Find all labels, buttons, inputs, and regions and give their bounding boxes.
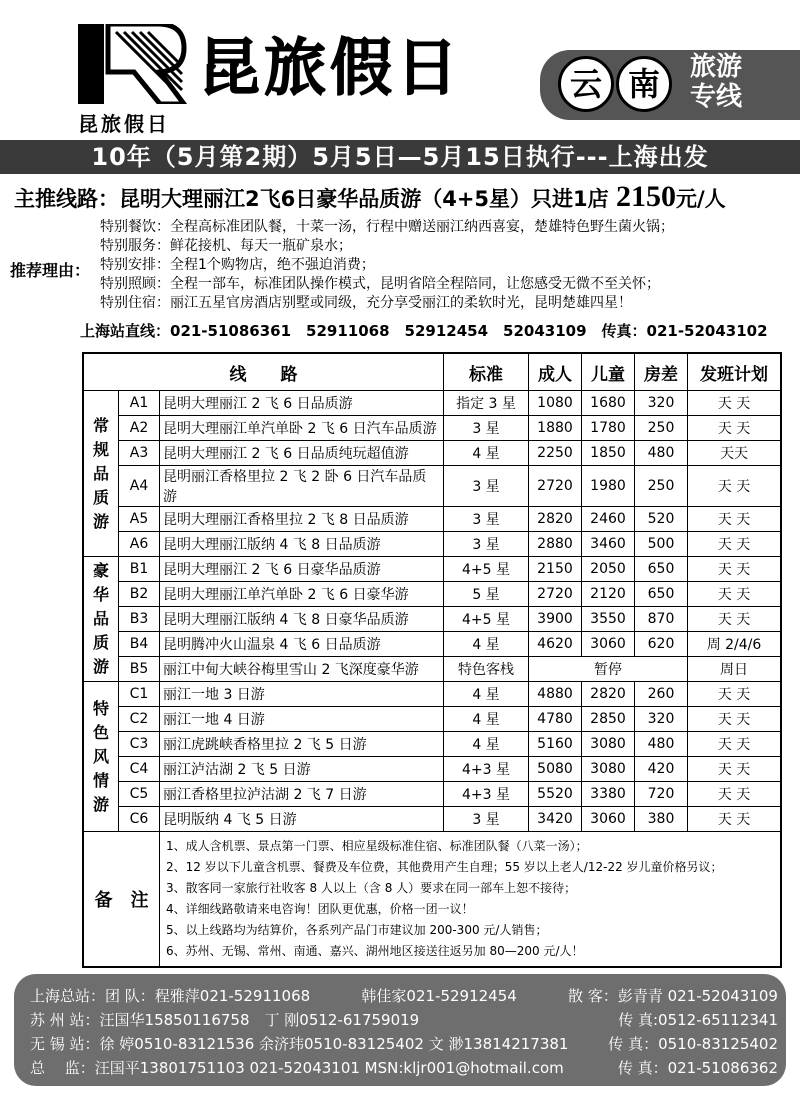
special-item: 特别服务：鲜花接机、每天一瓶矿泉水； bbox=[100, 238, 352, 254]
price-child: 1850 bbox=[582, 441, 635, 466]
price-child: 3080 bbox=[582, 732, 635, 757]
special-item: 特别住宿：丽江五星官房酒店别墅或同级，充分享受丽江的柔软时光，昆明楚雄四星！ bbox=[100, 295, 632, 311]
route-name: 昆明大理丽江版纳 4 飞 8 日品质游 bbox=[160, 532, 444, 557]
price-child: 2120 bbox=[582, 582, 635, 607]
route-code: B1 bbox=[119, 557, 160, 582]
route-code: C4 bbox=[119, 757, 160, 782]
main-route-label: 主推线路： bbox=[14, 187, 119, 211]
price-adult: 2150 bbox=[529, 557, 582, 582]
price-room: 480 bbox=[635, 732, 688, 757]
price-adult: 5080 bbox=[529, 757, 582, 782]
route-standard: 4+3 星 bbox=[444, 782, 529, 807]
route-code: B4 bbox=[119, 632, 160, 657]
price-child: 3080 bbox=[582, 757, 635, 782]
table-header-row bbox=[83, 353, 781, 391]
col-child: 儿童 bbox=[582, 353, 635, 391]
note-item: 5、以上线路均为结算价，各系列产品门市建议加 200-300 元/人销售； bbox=[166, 923, 548, 937]
table-row bbox=[83, 557, 781, 582]
table-row bbox=[83, 441, 781, 466]
logo-caption: 昆旅假日 bbox=[78, 112, 170, 136]
note-item: 6、苏州、无锡、常州、南通、嘉兴、湖州地区接送往返另加 80—200 元/人！ bbox=[166, 944, 584, 958]
route-standard: 3 星 bbox=[444, 807, 529, 832]
route-name: 丽江香格里拉泸沽湖 2 飞 7 日游 bbox=[160, 782, 444, 807]
departure-plan: 天 天 bbox=[688, 757, 782, 782]
footer-row: 总 监：汪国平13801751103 021-52043101 MSN:kljr001@hotmail.com 传 真：021-51086362 bbox=[30, 1059, 778, 1077]
price-adult: 4780 bbox=[529, 707, 582, 732]
route-standard: 4 星 bbox=[444, 441, 529, 466]
route-code: C3 bbox=[119, 732, 160, 757]
price-child: 3060 bbox=[582, 632, 635, 657]
table-row bbox=[83, 391, 781, 416]
price-child: 2820 bbox=[582, 682, 635, 707]
price-room: 320 bbox=[635, 391, 688, 416]
price-room: 420 bbox=[635, 757, 688, 782]
departure-plan: 天 天 bbox=[688, 732, 782, 757]
col-plan: 发班计划 bbox=[688, 353, 782, 391]
route-name: 丽江泸沽湖 2 飞 5 日游 bbox=[160, 757, 444, 782]
price-child: 3550 bbox=[582, 607, 635, 632]
table-row bbox=[83, 782, 781, 807]
group-label: 豪 华 品 质 游 bbox=[83, 557, 119, 682]
notes-row bbox=[83, 832, 781, 968]
price-adult: 5520 bbox=[529, 782, 582, 807]
footer-row: 苏 州 站：汪国华15850116758 丁 刚0512-61759019 传 真:0512-65112341 bbox=[30, 1011, 778, 1029]
route-word-1: 旅游 bbox=[690, 52, 743, 82]
special-item: 特别餐饮：全程高标准团队餐，十菜一汤，行程中赠送丽江纳西喜宴，楚雄特色野生菌火锅； bbox=[100, 219, 674, 235]
note-item: 2、12 岁以下儿童含机票、餐费及车位费，其他费用产生自理；55 岁以上老人/12-22 岁儿童价格另议； bbox=[166, 860, 723, 874]
logo bbox=[78, 24, 188, 104]
route-code: C2 bbox=[119, 707, 160, 732]
departure-plan: 天 天 bbox=[688, 416, 782, 441]
route-name: 昆明大理丽江单汽单卧 2 飞 6 日豪华游 bbox=[160, 582, 444, 607]
route-standard: 3 星 bbox=[444, 416, 529, 441]
price-child: 2460 bbox=[582, 507, 635, 532]
main-route bbox=[14, 180, 726, 214]
price-room: 650 bbox=[635, 557, 688, 582]
departure-plan: 天 天 bbox=[688, 391, 782, 416]
route-standard: 4 星 bbox=[444, 732, 529, 757]
route-standard: 5 星 bbox=[444, 582, 529, 607]
route-standard: 特色客栈 bbox=[444, 657, 529, 682]
col-room: 房差 bbox=[635, 353, 688, 391]
departure-plan: 天 天 bbox=[688, 582, 782, 607]
price-room: 870 bbox=[635, 607, 688, 632]
date-line: 10年（5月第2期）5月5日—5月15日执行---上海出发 bbox=[91, 143, 709, 171]
route-code: A5 bbox=[119, 507, 160, 532]
departure-plan: 天 天 bbox=[688, 507, 782, 532]
route-name: 昆明大理丽江单汽单卧 2 飞 6 日汽车品质游 bbox=[160, 416, 444, 441]
departure-plan: 天 天 bbox=[688, 557, 782, 582]
departure-plan: 天 天 bbox=[688, 782, 782, 807]
departure-plan: 天 天 bbox=[688, 682, 782, 707]
price-room: 260 bbox=[635, 682, 688, 707]
route-code: C5 bbox=[119, 782, 160, 807]
price-adult: 5160 bbox=[529, 732, 582, 757]
price-adult: 2720 bbox=[529, 582, 582, 607]
route-name: 昆明大理丽江 2 飞 6 日品质游 bbox=[160, 391, 444, 416]
price-child: 2050 bbox=[582, 557, 635, 582]
price-child: 2850 bbox=[582, 707, 635, 732]
route-name: 丽江一地 4 日游 bbox=[160, 707, 444, 732]
price-room: 500 bbox=[635, 532, 688, 557]
note-item: 3、散客同一家旅行社收客 8 人以上（含 8 人）要求在同一部车上恕不接待； bbox=[166, 881, 577, 895]
route-name: 昆明大理丽江 2 飞 6 日品质纯玩超值游 bbox=[160, 441, 444, 466]
table-row bbox=[83, 682, 781, 707]
note-item: 1、成人含机票、景点第一门票、相应星级标准住宿、标准团队餐（八菜一汤）； bbox=[166, 839, 588, 853]
table-row bbox=[83, 632, 781, 657]
route-standard: 4+3 星 bbox=[444, 757, 529, 782]
specials-list bbox=[100, 218, 674, 313]
table-row bbox=[83, 507, 781, 532]
route-standard: 3 星 bbox=[444, 532, 529, 557]
price-adult: 3900 bbox=[529, 607, 582, 632]
route-standard: 4+5 星 bbox=[444, 557, 529, 582]
route-paused: 暂停 bbox=[529, 657, 688, 682]
price-adult: 2820 bbox=[529, 507, 582, 532]
logo-r-icon bbox=[78, 24, 188, 104]
price-child: 3460 bbox=[582, 532, 635, 557]
main-route-text: 昆明大理丽江2飞6日豪华品质游（4+5星）只进1店 bbox=[119, 187, 609, 211]
notes-list bbox=[160, 832, 782, 968]
route-code: C1 bbox=[119, 682, 160, 707]
price-child: 3060 bbox=[582, 807, 635, 832]
route-code: A4 bbox=[119, 466, 160, 507]
departure-plan: 天天 bbox=[688, 441, 782, 466]
price-room: 650 bbox=[635, 582, 688, 607]
price-room: 320 bbox=[635, 707, 688, 732]
route-name: 丽江一地 3 日游 bbox=[160, 682, 444, 707]
route-code: C6 bbox=[119, 807, 160, 832]
table-row bbox=[83, 607, 781, 632]
main-route-price: 2150 bbox=[615, 180, 676, 213]
special-item: 特别安排：全程1个购物店，绝不强迫消费； bbox=[100, 257, 375, 273]
departure-plan: 天 天 bbox=[688, 807, 782, 832]
table-row bbox=[83, 466, 781, 507]
price-room: 480 bbox=[635, 441, 688, 466]
price-adult: 2250 bbox=[529, 441, 582, 466]
price-adult: 4620 bbox=[529, 632, 582, 657]
group-label: 特 色 风 情 游 bbox=[83, 682, 119, 832]
footer-row: 上海总站：团 队：程雅萍021-52911068 韩佳家021-52912454 散 客：彭青青 021-52043109 bbox=[30, 987, 778, 1005]
route-name: 昆明大理丽江版纳 4 飞 8 日豪华品质游 bbox=[160, 607, 444, 632]
reason-label: 推荐理由： bbox=[10, 261, 91, 280]
departure-plan: 天 天 bbox=[688, 466, 782, 507]
circle-nan: 南 bbox=[616, 56, 672, 112]
price-room: 250 bbox=[635, 416, 688, 441]
price-child: 1680 bbox=[582, 391, 635, 416]
route-standard: 4 星 bbox=[444, 707, 529, 732]
price-child: 1780 bbox=[582, 416, 635, 441]
notes-title: 备 注 bbox=[83, 832, 160, 968]
table-row bbox=[83, 732, 781, 757]
route-code: B5 bbox=[119, 657, 160, 682]
price-adult: 4880 bbox=[529, 682, 582, 707]
route-name: 丽江虎跳峡香格里拉 2 飞 5 日游 bbox=[160, 732, 444, 757]
route-code: A1 bbox=[119, 391, 160, 416]
table-row bbox=[83, 707, 781, 732]
route-name: 昆明大理丽江 2 飞 6 日豪华品质游 bbox=[160, 557, 444, 582]
route-code: B3 bbox=[119, 607, 160, 632]
footer-contacts bbox=[30, 984, 778, 1080]
price-room: 250 bbox=[635, 466, 688, 507]
route-standard: 3 星 bbox=[444, 466, 529, 507]
price-child: 3380 bbox=[582, 782, 635, 807]
departure-plan: 天 天 bbox=[688, 707, 782, 732]
route-word bbox=[690, 52, 742, 112]
route-standard: 4 星 bbox=[444, 632, 529, 657]
price-child: 1980 bbox=[582, 466, 635, 507]
departure-plan: 周 2/4/6 bbox=[688, 632, 782, 657]
group-label: 常 规 品 质 游 bbox=[83, 391, 119, 557]
route-standard: 4+5 星 bbox=[444, 607, 529, 632]
table-row bbox=[83, 657, 781, 682]
route-code: B2 bbox=[119, 582, 160, 607]
route-standard: 4 星 bbox=[444, 682, 529, 707]
col-route: 线 路 bbox=[83, 353, 444, 391]
price-adult: 2720 bbox=[529, 466, 582, 507]
route-code: A6 bbox=[119, 532, 160, 557]
hotline: 上海站直线：021-51086361 52911068 52912454 52043109 传真：021-52043102 bbox=[80, 322, 768, 340]
route-standard: 指定 3 星 bbox=[444, 391, 529, 416]
route-name: 昆明丽江香格里拉 2 飞 2 卧 6 日汽车品质游 bbox=[160, 466, 444, 507]
table-row bbox=[83, 582, 781, 607]
route-name: 丽江中甸大峡谷梅里雪山 2 飞深度豪华游 bbox=[160, 657, 444, 682]
route-word-2: 专线 bbox=[690, 82, 743, 112]
circle-yun: 云 bbox=[558, 56, 614, 112]
price-adult: 2880 bbox=[529, 532, 582, 557]
route-name: 昆明版纳 4 飞 5 日游 bbox=[160, 807, 444, 832]
table-row bbox=[83, 416, 781, 441]
special-item: 特别照顾：全程一部车，标准团队操作模式，昆明省陪全程陪同，让您感受无微不至关怀； bbox=[100, 276, 660, 292]
price-room: 380 bbox=[635, 807, 688, 832]
brand-title: 昆旅假日 bbox=[198, 31, 463, 104]
route-name: 昆明大理丽江香格里拉 2 飞 8 日品质游 bbox=[160, 507, 444, 532]
route-code: A2 bbox=[119, 416, 160, 441]
price-adult: 1080 bbox=[529, 391, 582, 416]
main-route-unit: 元/人 bbox=[675, 187, 726, 211]
table-row bbox=[83, 757, 781, 782]
price-room: 620 bbox=[635, 632, 688, 657]
price-adult: 1880 bbox=[529, 416, 582, 441]
table-row bbox=[83, 532, 781, 557]
price-room: 720 bbox=[635, 782, 688, 807]
route-code: A3 bbox=[119, 441, 160, 466]
departure-plan: 周日 bbox=[688, 657, 782, 682]
route-name: 昆明腾冲火山温泉 4 飞 6 日品质游 bbox=[160, 632, 444, 657]
departure-plan: 天 天 bbox=[688, 607, 782, 632]
col-standard: 标准 bbox=[444, 353, 529, 391]
table-row bbox=[83, 807, 781, 832]
price-room: 520 bbox=[635, 507, 688, 532]
route-standard: 3 星 bbox=[444, 507, 529, 532]
note-item: 4、详细线路敬请来电咨询！团队更优惠，价格一团一议！ bbox=[166, 902, 474, 916]
col-adult: 成人 bbox=[529, 353, 582, 391]
departure-plan: 天 天 bbox=[688, 532, 782, 557]
price-adult: 3420 bbox=[529, 807, 582, 832]
footer-row: 无 锡 站：徐 婷0510-83121536 余济玮0510-83125402 文 渺13814217381 传 真：0510-83125402 bbox=[30, 1035, 778, 1053]
price-table bbox=[82, 352, 782, 968]
